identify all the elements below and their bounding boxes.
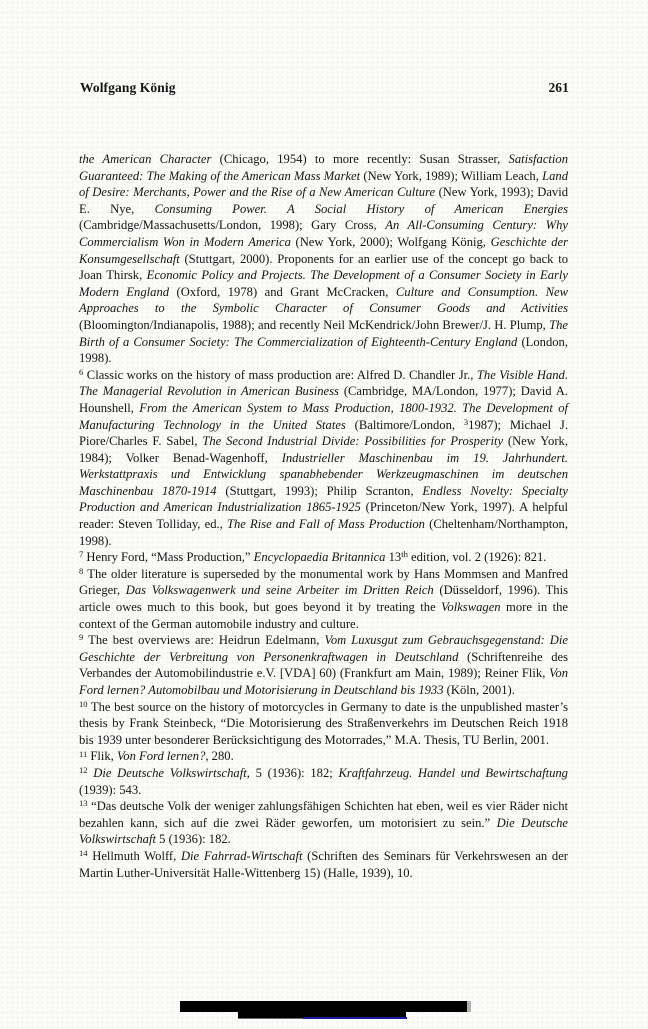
footnote: $^6$ Classic works on the history of mass production are: Alfred D. Chandler Jr., The Visible Hand. The Managerial Revolution in American Business (Cambridge, MA/London, 1977); David A. Hounshell, From the American System to Mass Production, 1800-1932. The Development of Manufacturing Technology in the United States (Baltimore/London, $^3$1987); Michael J. Piore/Charles F. Sabel, The Second Industrial Divide: Possibilities for Prosperity (New York, 1984); Volker Benad-Wagenhoff, Industrieller Maschinenbau im 19. Jahrhundert. Werkstattpraxis und Entwicklung spanabhebender Werkzeugmaschinen im deutschen Maschinenbau 1870-1914 (Stuttgart, 1993); Philip Scranton, Endless Novelty: Specialty Production and American Industrialization 1865-1925 (Princeton/New York, 1997). A helpful reader: Steven Tolliday, ed., The Rise and Fall of Mass Production (Cheltenham/Northampton, 1998). xyxy=(79,366,568,548)
footnotes-block xyxy=(79,151,568,881)
author-name: Wolfgang König xyxy=(80,80,176,95)
footnote: $^9$ The best overviews are: Heidrun Edelmann, Vom Luxusgut zum Gebrauchsgegenstand: Die Geschichte der Verbreitung von Personenkraftwagen in Deutschland (Schriftenreihe des Verbandes der Automobilindustrie e.V. [VDA] 60) (Frankfurt am Main, 1989); Reiner Flik, Von Ford lernen? Automobilbau und Motorisierung in Deutschland bis 1933 (Köln, 2001). xyxy=(79,632,568,697)
footnote: $^8$ The older literature is superseded by the monumental work by Hans Mommsen and Manfred Grieger, Das Volkswagenwerk und seine Arbeiter im Dritten Reich (Düsseldorf, 1996). This article owes much to this book, but goes beyond it by treating the Volkswagen more in the context of the German automobile industry and culture. xyxy=(79,566,568,631)
footnote: $^{12}$ Die Deutsche Volkswirtschaft, 5 (1936): 182; Kraftfahrzeug. Handel und Bewirtschaftung (1939): 543. xyxy=(79,765,568,797)
footnote: $^{10}$ The best source on the history of motorcycles in Germany to date is the unpublished master’s thesis by Frank Steinbeck, “Die Motorisierung des Straßenverkehrs im Deutschen Reich 1918 bis 1939 unter besonderer Berücksichtigung des Motorrades,” M.A. Thesis, TU Berlin, 2001. xyxy=(79,698,568,747)
redacted-bar-main xyxy=(180,1001,467,1012)
footnote: $^{13}$ “Das deutsche Volk der weniger zahlungsfähigen Schichten hat eben, weil es vier Räder nicht bezahlen kann, sich auf die zwei Räder geworfen, um motorisiert zu sein.” Die Deutsche Volkswirtschaft 5 (1936): 182. xyxy=(79,798,568,847)
page-header xyxy=(80,80,569,96)
redacted-underline-blue xyxy=(303,1017,407,1019)
footnote: $^7$ Henry Ford, “Mass Production,” Encyclopaedia Britannica 13th edition, vol. 2 (1926): 821. xyxy=(79,549,547,565)
page-number: 261 xyxy=(548,80,569,95)
redacted-bar-main-edge xyxy=(467,1001,471,1012)
footnote: $^{14}$ Hellmuth Wolff, Die Fahrrad-Wirtschaft (Schriften des Seminars für Verkehrswesen an der Martin Luther-Universität Halle-Wittenberg 15) (Halle, 1939), 10. xyxy=(79,848,568,880)
redacted-underline-gray xyxy=(238,1018,303,1019)
footnote: $^{11}$ Flik, Von Ford lernen?, 280. xyxy=(79,748,234,764)
footnote: the American Character (Chicago, 1954) to more recently: Susan Strasser, Satisfaction Guaranteed: The Making of the American Mass Market (New York, 1989); William Leach, Land of Desire: Merchants, Power and the Rise of a New American Culture (New York, 1993); David E. Nye, Consuming Power. A Social History of American Energies (Cambridge/Massachusetts/London, 1998); Gary Cross, An All-Consuming Century: Why Commercialism Won in Modern America (New York, 2000); Wolfgang König, Geschichte der Konsumgesellschaft (Stuttgart, 2000). Proponents for an earlier use of the concept go back to Joan Thirsk, Economic Policy and Projects. The Development of a Consumer Society in Early Modern England (Oxford, 1978) and Grant McCracken, Culture and Consumption. New Approaches to the Symbolic Character of Consumer Goods and Activities (Bloomington/Indianapolis, 1988); and recently Neil McKendrick/John Brewer/J. H. Plump, The Birth of a Consumer Society: The Commercialization of Eighteenth-Century England (London, 1998). xyxy=(79,152,569,366)
